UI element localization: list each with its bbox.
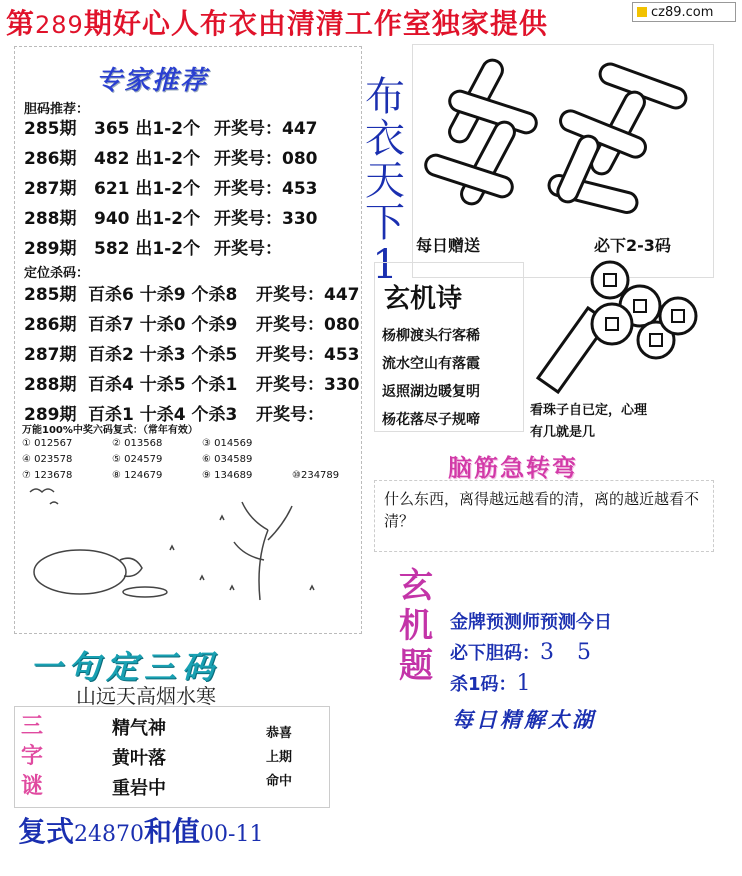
expert-heading: 专家推荐 [96, 66, 209, 96]
dan-label: 胆码推荐： [24, 102, 90, 117]
prediction-kill: 杀1码：1 [450, 671, 531, 696]
dan-row: 288期 940 出1-2个 开奖号：330 [24, 209, 318, 229]
site-url: cz89.com [651, 4, 714, 20]
riddle-lines [112, 714, 166, 804]
prediction-dan: 必下胆码：3 5 [450, 640, 599, 665]
poem-line: 流水空山有落霞 [382, 356, 480, 372]
hezhi-value: 00-11 [200, 822, 264, 847]
kill-row: 286期 百杀7 十杀0 个杀9 开奖号：080 [24, 315, 360, 335]
page-title [6, 2, 646, 42]
poem-line: 返照湖边暖复明 [382, 384, 480, 400]
poem-lines [382, 322, 480, 434]
fushi-value: 24870 [74, 822, 145, 847]
wanneng-label: 万能100%中奖六码复式：（常年有效） [22, 425, 198, 436]
yiju-sentence: 山远天高烟水寒 [76, 684, 216, 708]
sketch-illustration [20, 480, 340, 610]
combo-row: ① 012567 ② 013568 ③ 014569 [22, 438, 253, 449]
combo-row: ⑦ 123678 ⑧ 124679 ⑨ 134689 ⑩234789 [22, 470, 340, 481]
riddle-label: 三字谜 [20, 714, 43, 799]
kill-row: 288期 百杀4 十杀5 个杀1 开奖号：330 [24, 375, 360, 395]
combo-grid [22, 436, 382, 484]
title-prefix: 第 [6, 7, 36, 40]
dan-list [24, 114, 318, 264]
bu-yi-tian-xia: 布衣天下1 [365, 74, 405, 288]
fushi-label: 复式 [18, 815, 75, 848]
yiju-title: 一句定三码 [30, 648, 221, 686]
poem-line: 杨柳渡头行客稀 [382, 328, 480, 344]
title-rest: 期好心人布衣由清清工作室独家提供 [83, 7, 548, 40]
dan-row: 287期 621 出1-2个 开奖号：453 [24, 179, 318, 199]
kill-row: 285期 百杀6 十杀9 个杀8 开奖号：447 [24, 285, 360, 305]
kill-list [24, 280, 360, 430]
riddle-line: 黄叶落 [112, 748, 166, 769]
kill-label: 定位杀码： [24, 266, 90, 281]
must-pick: 必下2-3码 [594, 236, 671, 255]
riddle-line: 重岩中 [112, 778, 166, 799]
prediction-title: 金牌预测师预测今日 [450, 612, 612, 633]
dan-row: 285期 365 出1-2个 开奖号：447 [24, 119, 318, 139]
fushi-line [18, 810, 263, 850]
poem-title: 玄机诗 [384, 284, 463, 314]
dan-row: 286期 482 出1-2个 开奖号：080 [24, 149, 318, 169]
site-logo-icon [637, 7, 647, 17]
brain-teaser-question: 什么东西，离得越远越看的清，离的越近越看不清？ [384, 490, 700, 530]
riddle-line: 精气神 [112, 718, 166, 739]
xuanji-ti-label: 玄机题 [399, 566, 433, 686]
dan-row: 289期 582 出1-2个 开奖号： [24, 239, 282, 259]
coins-figure [528, 258, 706, 408]
kill-row: 287期 百杀2 十杀3 个杀5 开奖号：453 [24, 345, 360, 365]
congrats-note: 恭喜 上期 命中 [266, 726, 293, 789]
site-badge[interactable] [632, 2, 736, 22]
kill-row: 289期 百杀1 十杀4 个杀3 开奖号： [24, 405, 324, 425]
brain-teaser-title: 脑筋急转弯 [448, 454, 578, 482]
daily-gift: 每日赠送 [416, 236, 481, 255]
sticks-figure [418, 48, 710, 232]
combo-row: ④ 023578 ⑤ 024579 ⑥ 034589 [22, 454, 253, 465]
coins-note: 看珠子自已定，心理 有几就是几 [530, 403, 648, 440]
prediction-block [450, 608, 612, 700]
poem-line: 杨花落尽子规啼 [382, 412, 480, 428]
daily-taihu: 每日精解太湖 [452, 708, 596, 732]
hezhi-label: 和值 [144, 815, 201, 848]
issue-number: 289 [35, 11, 84, 39]
